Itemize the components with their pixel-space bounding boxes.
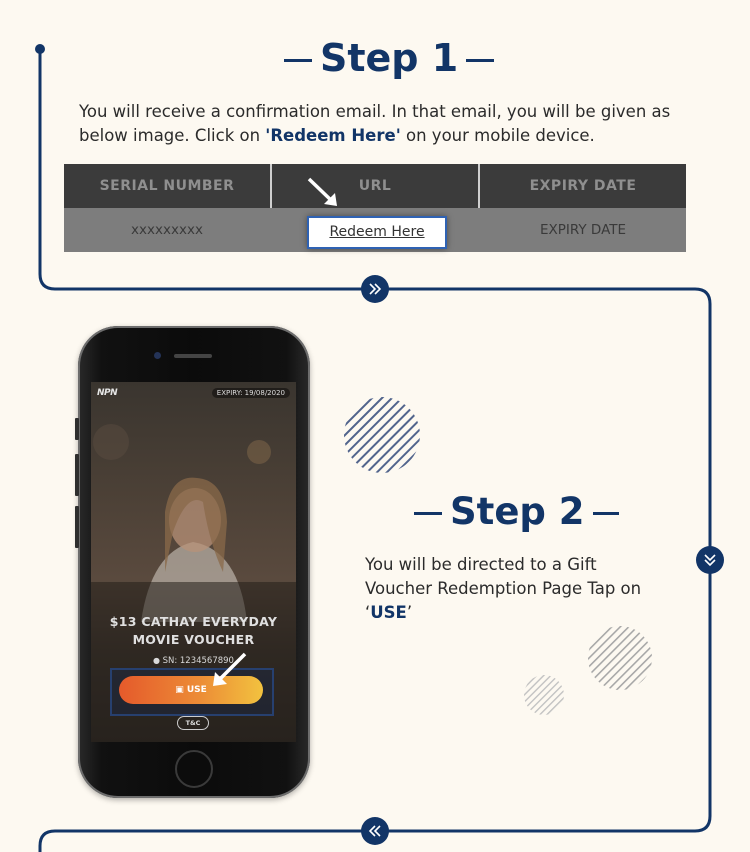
expiry-badge: EXPIRY: 19/08/2020	[212, 388, 290, 398]
voucher-title-line1: $13 CATHAY EVERYDAY	[109, 614, 278, 629]
heading-dash	[284, 59, 312, 62]
decor-striped-circle	[587, 625, 653, 691]
cell-expiry: EXPIRY DATE	[539, 222, 627, 238]
header-serial: SERIAL NUMBER	[99, 178, 235, 194]
pointer-arrow-icon	[205, 650, 251, 690]
double-chevron-right-icon	[368, 282, 382, 296]
phone-side-button	[75, 506, 79, 548]
heading-dash	[466, 59, 494, 62]
step1-title: Step 1	[320, 36, 459, 80]
gift-icon: ▣	[175, 685, 187, 695]
step2-text-end: ’	[406, 603, 413, 622]
voucher-screen	[91, 382, 296, 742]
double-chevron-left-icon	[368, 824, 382, 838]
step2-highlight: USE	[370, 603, 407, 622]
step2-title: Step 2	[450, 490, 585, 533]
heading-dash	[593, 512, 619, 515]
step1-heading	[284, 36, 494, 80]
voucher-table	[64, 164, 686, 252]
redeem-here-link[interactable]: Redeem Here	[307, 216, 447, 249]
table-header	[64, 164, 686, 208]
next-step-button[interactable]	[361, 275, 389, 303]
phone-speaker	[174, 354, 212, 358]
brand-logo: NPN	[97, 388, 118, 398]
step1-instructions	[79, 100, 689, 148]
double-chevron-down-icon	[703, 553, 717, 567]
decor-striped-circle	[523, 674, 565, 716]
cell-serial: xxxxxxxxx	[131, 222, 203, 238]
phone-home-button	[175, 750, 213, 788]
prev-step-button[interactable]	[361, 817, 389, 845]
phone-mockup	[78, 326, 310, 798]
user-icon: ●	[153, 656, 163, 665]
step2-heading	[414, 490, 619, 533]
down-step-button[interactable]	[696, 546, 724, 574]
phone-side-button	[75, 418, 79, 440]
header-expiry: EXPIRY DATE	[529, 178, 637, 194]
step1-highlight: 'Redeem Here'	[265, 126, 401, 145]
header-url: URL	[358, 178, 392, 194]
step1-text: You will receive a confirmation email. In that email, you will be given as below image. Click on	[79, 102, 671, 145]
step1-text-end: on your mobile device.	[400, 126, 595, 145]
phone-side-button	[75, 454, 79, 496]
terms-button[interactable]: T&C	[177, 716, 209, 730]
heading-dash	[414, 512, 442, 515]
use-label: USE	[186, 685, 207, 695]
voucher-title-line2: MOVIE VOUCHER	[132, 632, 255, 647]
serial-text: SN: 1234567890	[162, 656, 234, 666]
pointer-arrow-icon	[306, 176, 342, 210]
step2-instructions	[365, 553, 665, 625]
serial-number	[91, 656, 296, 666]
phone-camera	[154, 352, 161, 359]
decor-striped-circle	[343, 396, 421, 474]
step2-text: You will be directed to a Gift Voucher Redemption Page Tap on ‘	[365, 555, 642, 622]
